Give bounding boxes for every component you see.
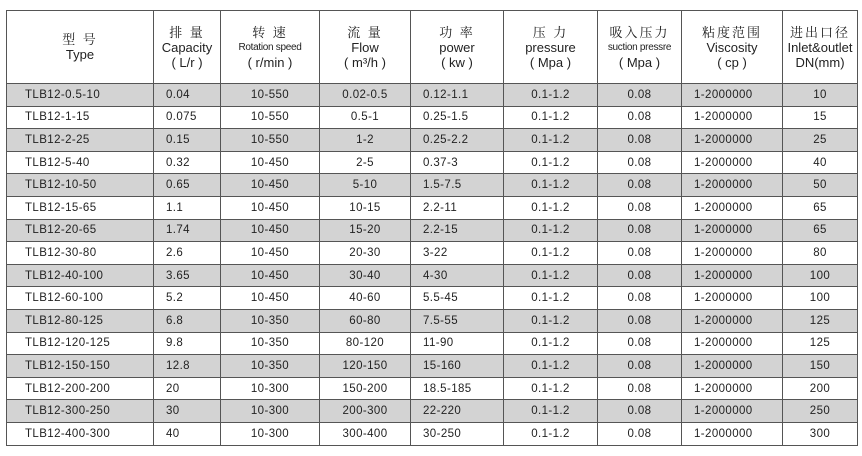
power-cell: 2.2-15 [411,219,504,242]
viscosity-cell: 1-2000000 [682,151,783,174]
inlet-outlet-cell: 50 [783,174,858,197]
pump-spec-table [6,10,858,446]
viscosity-cell: 1-2000000 [682,174,783,197]
rotation-speed-cell: 10-350 [221,355,320,378]
header-power-unit: ( kw ) [441,54,473,70]
type-cell: TLB12-20-65 [7,219,154,242]
flow-cell: 30-40 [320,264,411,287]
capacity-cell: 0.32 [154,151,221,174]
power-cell: 15-160 [411,355,504,378]
table-row [7,242,858,265]
inlet-outlet-cell: 10 [783,84,858,107]
type-cell: TLB12-5-40 [7,151,154,174]
suction-pressure-cell: 0.08 [598,287,682,310]
suction-pressure-cell: 0.08 [598,422,682,445]
pressure-cell: 0.1-1.2 [504,422,598,445]
rotation-speed-cell: 10-550 [221,129,320,152]
table-row [7,84,858,107]
header-suction-unit: ( Mpa ) [618,54,661,70]
flow-cell: 5-10 [320,174,411,197]
capacity-cell: 0.65 [154,174,221,197]
power-cell: 11-90 [411,332,504,355]
inlet-outlet-cell: 65 [783,219,858,242]
header-capacity-en: Capacity [161,39,213,55]
flow-cell: 120-150 [320,355,411,378]
type-cell: TLB12-150-150 [7,355,154,378]
pressure-cell: 0.1-1.2 [504,400,598,423]
pressure-cell: 0.1-1.2 [504,174,598,197]
header-inlet-en: Inlet&outlet [787,39,853,55]
capacity-cell: 3.65 [154,264,221,287]
table-row [7,332,858,355]
rotation-speed-cell: 10-450 [221,174,320,197]
suction-pressure-cell: 0.08 [598,332,682,355]
flow-cell: 40-60 [320,287,411,310]
header-inlet-cn: 进出口径 [789,24,850,40]
header-inlet-unit: DN(mm) [795,54,845,70]
header-power [411,11,504,84]
header-type-en: Type [65,47,95,62]
inlet-outlet-cell: 80 [783,242,858,265]
suction-pressure-cell: 0.08 [598,400,682,423]
header-type [7,11,154,84]
viscosity-cell: 1-2000000 [682,422,783,445]
inlet-outlet-cell: 125 [783,332,858,355]
capacity-cell: 2.6 [154,242,221,265]
table-row [7,129,858,152]
type-cell: TLB12-60-100 [7,287,154,310]
pressure-cell: 0.1-1.2 [504,196,598,219]
table-row [7,422,858,445]
table-row [7,355,858,378]
inlet-outlet-cell: 15 [783,106,858,129]
viscosity-cell: 1-2000000 [682,84,783,107]
header-pressure [504,11,598,84]
header-viscosity-en: Viscosity [706,39,758,55]
table-row [7,196,858,219]
flow-cell: 0.02-0.5 [320,84,411,107]
table-row [7,377,858,400]
capacity-cell: 9.8 [154,332,221,355]
spec-table-body [7,84,858,446]
pressure-cell: 0.1-1.2 [504,355,598,378]
suction-pressure-cell: 0.08 [598,106,682,129]
power-cell: 0.37-3 [411,151,504,174]
inlet-outlet-cell: 100 [783,264,858,287]
flow-cell: 10-15 [320,196,411,219]
capacity-cell: 1.74 [154,219,221,242]
capacity-cell: 30 [154,400,221,423]
type-cell: TLB12-15-65 [7,196,154,219]
type-cell: TLB12-120-125 [7,332,154,355]
capacity-cell: 20 [154,377,221,400]
flow-cell: 20-30 [320,242,411,265]
spec-table-container [6,10,857,446]
power-cell: 2.2-11 [411,196,504,219]
suction-pressure-cell: 0.08 [598,129,682,152]
type-cell: TLB12-400-300 [7,422,154,445]
inlet-outlet-cell: 300 [783,422,858,445]
header-type-cn: 型 号 [62,32,98,47]
viscosity-cell: 1-2000000 [682,242,783,265]
pressure-cell: 0.1-1.2 [504,287,598,310]
header-viscosity [682,11,783,84]
table-row [7,219,858,242]
type-cell: TLB12-10-50 [7,174,154,197]
table-row [7,400,858,423]
table-row [7,174,858,197]
header-viscosity-unit: ( cp ) [717,54,747,70]
header-rotation-en: Rotation speed [238,41,302,53]
type-cell: TLB12-40-100 [7,264,154,287]
suction-pressure-cell: 0.08 [598,219,682,242]
header-capacity-cn: 排 量 [169,24,205,40]
rotation-speed-cell: 10-450 [221,196,320,219]
viscosity-cell: 1-2000000 [682,355,783,378]
header-suction-pressure [598,11,682,84]
viscosity-cell: 1-2000000 [682,377,783,400]
header-rotation-cn: 转 速 [252,24,288,40]
pressure-cell: 0.1-1.2 [504,106,598,129]
header-pressure-unit: ( Mpa ) [529,54,572,70]
suction-pressure-cell: 0.08 [598,377,682,400]
header-flow-unit: ( m³/h ) [344,54,386,70]
viscosity-cell: 1-2000000 [682,309,783,332]
capacity-cell: 0.075 [154,106,221,129]
inlet-outlet-cell: 40 [783,151,858,174]
flow-cell: 15-20 [320,219,411,242]
header-capacity-unit: ( L/r ) [171,54,203,70]
capacity-cell: 12.8 [154,355,221,378]
header-viscosity-cn: 粘度范围 [701,24,762,40]
type-cell: TLB12-0.5-10 [7,84,154,107]
capacity-cell: 0.15 [154,129,221,152]
power-cell: 18.5-185 [411,377,504,400]
viscosity-cell: 1-2000000 [682,106,783,129]
header-pressure-en: pressure [525,39,576,55]
power-cell: 4-30 [411,264,504,287]
header-flow-en: Flow [351,39,379,55]
inlet-outlet-cell: 250 [783,400,858,423]
pressure-cell: 0.1-1.2 [504,84,598,107]
table-row [7,151,858,174]
table-row [7,264,858,287]
rotation-speed-cell: 10-300 [221,377,320,400]
capacity-cell: 5.2 [154,287,221,310]
header-suction-en: suction pressre [607,41,672,53]
header-rotation-unit: ( r/min ) [247,54,293,70]
header-power-en: power [439,39,475,55]
pressure-cell: 0.1-1.2 [504,377,598,400]
viscosity-cell: 1-2000000 [682,129,783,152]
header-inlet-outlet [783,11,858,84]
inlet-outlet-cell: 65 [783,196,858,219]
viscosity-cell: 1-2000000 [682,196,783,219]
header-row [7,11,858,84]
flow-cell: 60-80 [320,309,411,332]
type-cell: TLB12-30-80 [7,242,154,265]
flow-cell: 2-5 [320,151,411,174]
pressure-cell: 0.1-1.2 [504,332,598,355]
rotation-speed-cell: 10-450 [221,151,320,174]
pressure-cell: 0.1-1.2 [504,129,598,152]
header-pressure-cn: 压 力 [532,24,569,40]
inlet-outlet-cell: 125 [783,309,858,332]
suction-pressure-cell: 0.08 [598,84,682,107]
type-cell: TLB12-80-125 [7,309,154,332]
suction-pressure-cell: 0.08 [598,242,682,265]
pressure-cell: 0.1-1.2 [504,219,598,242]
flow-cell: 300-400 [320,422,411,445]
pressure-cell: 0.1-1.2 [504,309,598,332]
capacity-cell: 1.1 [154,196,221,219]
viscosity-cell: 1-2000000 [682,332,783,355]
rotation-speed-cell: 10-350 [221,309,320,332]
table-row [7,309,858,332]
power-cell: 0.25-1.5 [411,106,504,129]
rotation-speed-cell: 10-550 [221,84,320,107]
suction-pressure-cell: 0.08 [598,151,682,174]
rotation-speed-cell: 10-350 [221,332,320,355]
power-cell: 22-220 [411,400,504,423]
inlet-outlet-cell: 25 [783,129,858,152]
power-cell: 30-250 [411,422,504,445]
capacity-cell: 6.8 [154,309,221,332]
flow-cell: 1-2 [320,129,411,152]
power-cell: 0.12-1.1 [411,84,504,107]
suction-pressure-cell: 0.08 [598,174,682,197]
pressure-cell: 0.1-1.2 [504,151,598,174]
viscosity-cell: 1-2000000 [682,287,783,310]
flow-cell: 150-200 [320,377,411,400]
suction-pressure-cell: 0.08 [598,264,682,287]
pressure-cell: 0.1-1.2 [504,242,598,265]
header-rotation-speed [221,11,320,84]
header-power-cn: 功 率 [439,24,475,40]
header-capacity [154,11,221,84]
rotation-speed-cell: 10-550 [221,106,320,129]
inlet-outlet-cell: 150 [783,355,858,378]
power-cell: 0.25-2.2 [411,129,504,152]
flow-cell: 200-300 [320,400,411,423]
viscosity-cell: 1-2000000 [682,400,783,423]
flow-cell: 80-120 [320,332,411,355]
rotation-speed-cell: 10-300 [221,400,320,423]
power-cell: 3-22 [411,242,504,265]
viscosity-cell: 1-2000000 [682,219,783,242]
inlet-outlet-cell: 200 [783,377,858,400]
type-cell: TLB12-1-15 [7,106,154,129]
header-flow [320,11,411,84]
power-cell: 5.5-45 [411,287,504,310]
type-cell: TLB12-200-200 [7,377,154,400]
rotation-speed-cell: 10-450 [221,219,320,242]
power-cell: 1.5-7.5 [411,174,504,197]
capacity-cell: 0.04 [154,84,221,107]
suction-pressure-cell: 0.08 [598,309,682,332]
inlet-outlet-cell: 100 [783,287,858,310]
rotation-speed-cell: 10-300 [221,422,320,445]
viscosity-cell: 1-2000000 [682,264,783,287]
rotation-speed-cell: 10-450 [221,264,320,287]
suction-pressure-cell: 0.08 [598,196,682,219]
pressure-cell: 0.1-1.2 [504,264,598,287]
header-suction-cn: 吸入压力 [609,24,670,40]
capacity-cell: 40 [154,422,221,445]
type-cell: TLB12-300-250 [7,400,154,423]
flow-cell: 0.5-1 [320,106,411,129]
table-row [7,106,858,129]
suction-pressure-cell: 0.08 [598,355,682,378]
rotation-speed-cell: 10-450 [221,242,320,265]
rotation-speed-cell: 10-450 [221,287,320,310]
table-row [7,287,858,310]
power-cell: 7.5-55 [411,309,504,332]
header-flow-cn: 流 量 [347,24,383,40]
type-cell: TLB12-2-25 [7,129,154,152]
